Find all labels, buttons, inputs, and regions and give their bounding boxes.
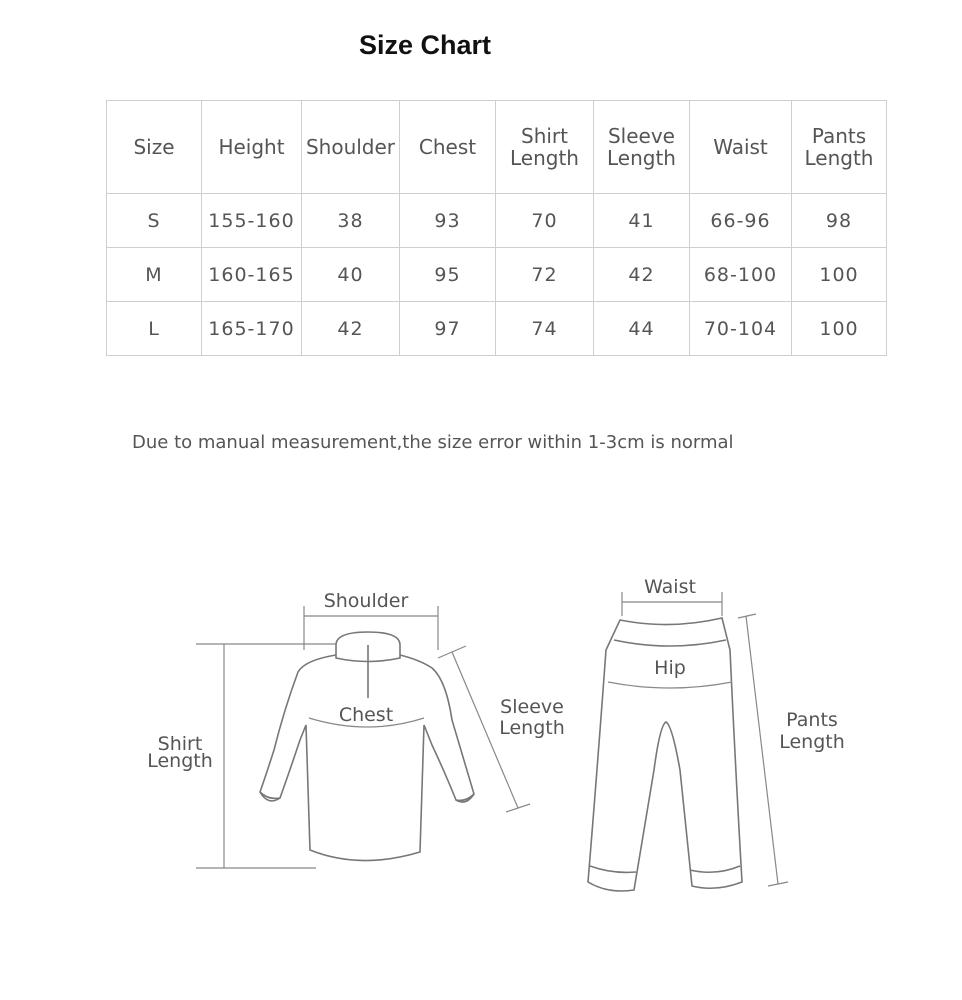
- column-header: Height: [202, 101, 302, 194]
- column-header: Size: [107, 101, 202, 194]
- table-cell: 165-170: [202, 302, 302, 356]
- table-cell: 95: [400, 248, 496, 302]
- table-cell: 72: [496, 248, 594, 302]
- table-cell: 42: [302, 302, 400, 356]
- table-cell: L: [107, 302, 202, 356]
- table-row: [107, 194, 887, 248]
- table-header-row: [107, 101, 887, 194]
- pants-length-label-line1: Pants: [786, 709, 838, 731]
- table-cell: S: [107, 194, 202, 248]
- table-cell: 70: [496, 194, 594, 248]
- table-cell: 66-96: [690, 194, 792, 248]
- column-header: Pants Length: [792, 101, 887, 194]
- measurement-note: Due to manual measurement,the size error within 1-3cm is normal: [132, 432, 734, 453]
- sleeve-length-label-line1: Sleeve: [500, 696, 564, 718]
- table-cell: 74: [496, 302, 594, 356]
- waist-label: Waist: [644, 576, 696, 598]
- table-cell: 160-165: [202, 248, 302, 302]
- table-cell: M: [107, 248, 202, 302]
- table-cell: 100: [792, 248, 887, 302]
- table-cell: 70-104: [690, 302, 792, 356]
- table-cell: 68-100: [690, 248, 792, 302]
- table-body: [107, 194, 887, 356]
- column-header: Waist: [690, 101, 792, 194]
- table-cell: 38: [302, 194, 400, 248]
- table-cell: 42: [594, 248, 690, 302]
- table-row: [107, 302, 887, 356]
- column-header: Sleeve Length: [594, 101, 690, 194]
- table-cell: 44: [594, 302, 690, 356]
- chest-label: Chest: [338, 704, 394, 726]
- table-row: [107, 248, 887, 302]
- table-cell: 98: [792, 194, 887, 248]
- table-cell: 40: [302, 248, 400, 302]
- shirt-illustration: [260, 632, 474, 861]
- table-cell: 41: [594, 194, 690, 248]
- pants-length-label-line2: Length: [779, 731, 845, 753]
- column-header: Shirt Length: [496, 101, 594, 194]
- table-cell: 97: [400, 302, 496, 356]
- size-chart-table: [106, 100, 887, 356]
- table-cell: 155-160: [202, 194, 302, 248]
- column-header: Chest: [400, 101, 496, 194]
- shirt-length-label-line1: Shirt: [157, 733, 203, 755]
- hip-label: Hip: [654, 657, 686, 679]
- measurement-diagram: [0, 560, 962, 1000]
- shoulder-label: Shoulder: [323, 590, 409, 612]
- sleeve-length-label-line2: Length: [499, 717, 565, 739]
- table-cell: 100: [792, 302, 887, 356]
- shirt-length-label-line2: Length: [147, 750, 213, 772]
- page-title: Size Chart: [358, 30, 492, 60]
- table-cell: 93: [400, 194, 496, 248]
- column-header: Shoulder: [302, 101, 400, 194]
